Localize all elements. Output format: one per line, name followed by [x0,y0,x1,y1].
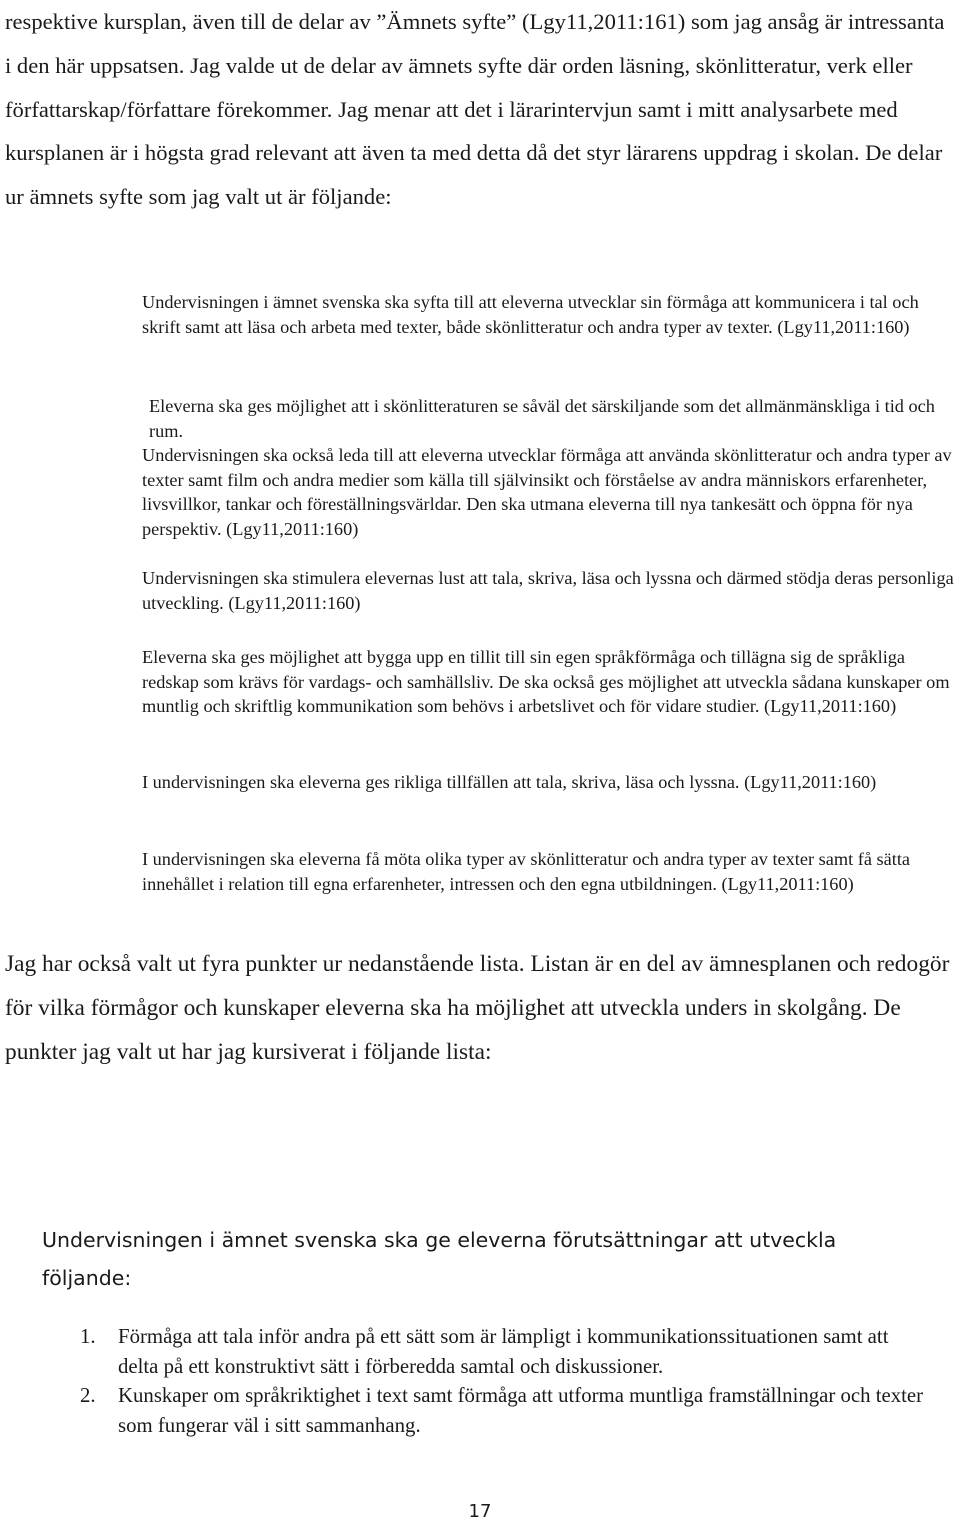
quote-citation: (Lgy11,2011:160) [226,518,359,539]
quote-text: Eleverna ska ges möjlighet att bygga upp en tillit till sin egen språkförmåga och tillägna sig de språkliga redskap som krävs för vardags- och samhällsliv. De ska också ges möjlighet att utveckla sådana kunskaper om muntlig och skriftlig kommunikation som behövs i arbetslivet och för vidare studier. [142,647,950,716]
abilities-list [80,1322,925,1440]
syllabus-quote-5 [142,770,957,795]
quote-citation: (Lgy11,2011:160) [228,592,361,613]
list-item-number: 2. [80,1384,96,1407]
syllabus-quote-3 [142,566,957,615]
page-number: 17 [468,1501,492,1522]
quote-text: Undervisningen i ämnet svenska ska syfta till att eleverna utvecklar sin förmåga att kommunicera i tal och skrift samt att läsa och arbeta med texter, både skönlitteratur och andra typer av texter. [142,292,919,337]
quote-text: I undervisningen ska eleverna ges rikliga tillfällen att tala, skriva, läsa och lyssna. [142,772,740,792]
quote-citation: (Lgy11,2011:160) [721,873,854,894]
syllabus-quote-4 [142,645,957,719]
quote-citation: (Lgy11,2011:160) [744,772,877,792]
quote-citation: (Lgy11,2011:160) [777,316,910,337]
syllabus-quote-1 [142,290,957,339]
list-intro: Undervisningen i ämnet svenska ska ge eleverna förutsättningar att utveckla följande: [42,1228,837,1290]
list-item-text: Förmåga att tala inför andra på ett sätt som är lämpligt i kommunikationssituationen samt att delta på ett konstruktivt sätt i förberedda samtal och diskussioner. [118,1325,889,1378]
quote-citation: (Lgy11,2011:160) [763,696,897,716]
list-item-text: Kunskaper om språkriktighet i text samt förmåga att utforma muntliga framställningar och texter som fungerar väl i sitt sammanhang. [118,1384,924,1437]
second-paragraph: Jag har också valt ut fyra punkter ur nedanstående lista. Listan är en del av ämnesplanen och redogör för vilka förmågor och kunskaper eleverna ska ha möjlighet att utveckla unders in skolgång. De punkter jag valt ut har jag kursiverat i följande lista: [5,951,950,1065]
syllabus-quote-6 [142,847,957,896]
list-item [80,1322,925,1381]
quote-text: I undervisningen ska eleverna få möta olika typer av skönlitteratur och andra typer av texter samt få sätta innehållet i relation till egna erfarenheter, intressen och den egna utbildningen. [142,849,911,894]
list-item-number: 1. [80,1325,96,1348]
list-item [80,1381,925,1440]
syllabus-quote-2 [142,394,957,541]
intro-paragraph: respektive kursplan, även till de delar av ”Ämnets syfte” (Lgy11,2011:161) som jag ansåg är intressanta i den här uppsatsen. Jag valde ut de delar av ämnets syfte där orden läsning, skönlitteratur, verk eller författarskap/författare förekommer. Jag menar att det i lärarintervjun samt i mitt analysarbete med kursplanen är i högsta grad relevant att även ta med detta då det styr lärarens uppdrag i skolan. De delar ur ämnets syfte som jag valt ut är följande: [5,9,945,210]
quote-text-rest: Undervisningen ska också leda till att eleverna utvecklar förmåga att använda skönlitteratur och andra typer av texter samt film och andra medier som källa till självinsikt och förståelse av andra människors erfarenheter, livsvillkor, tankar och föreställningsvärldar. Den ska utmana eleverna till nya tankesätt och öppna för nya perspektiv. [142,445,952,539]
quote-text-first-sentence: Eleverna ska ges möjlighet att i skönlitteraturen se såväl det särskiljande som det allmänmänskliga i tid och rum. [149,396,935,441]
quote-text: Undervisningen ska stimulera elevernas lust att tala, skriva, läsa och lyssna och därmed stödja deras personliga utveckling. [142,568,954,613]
